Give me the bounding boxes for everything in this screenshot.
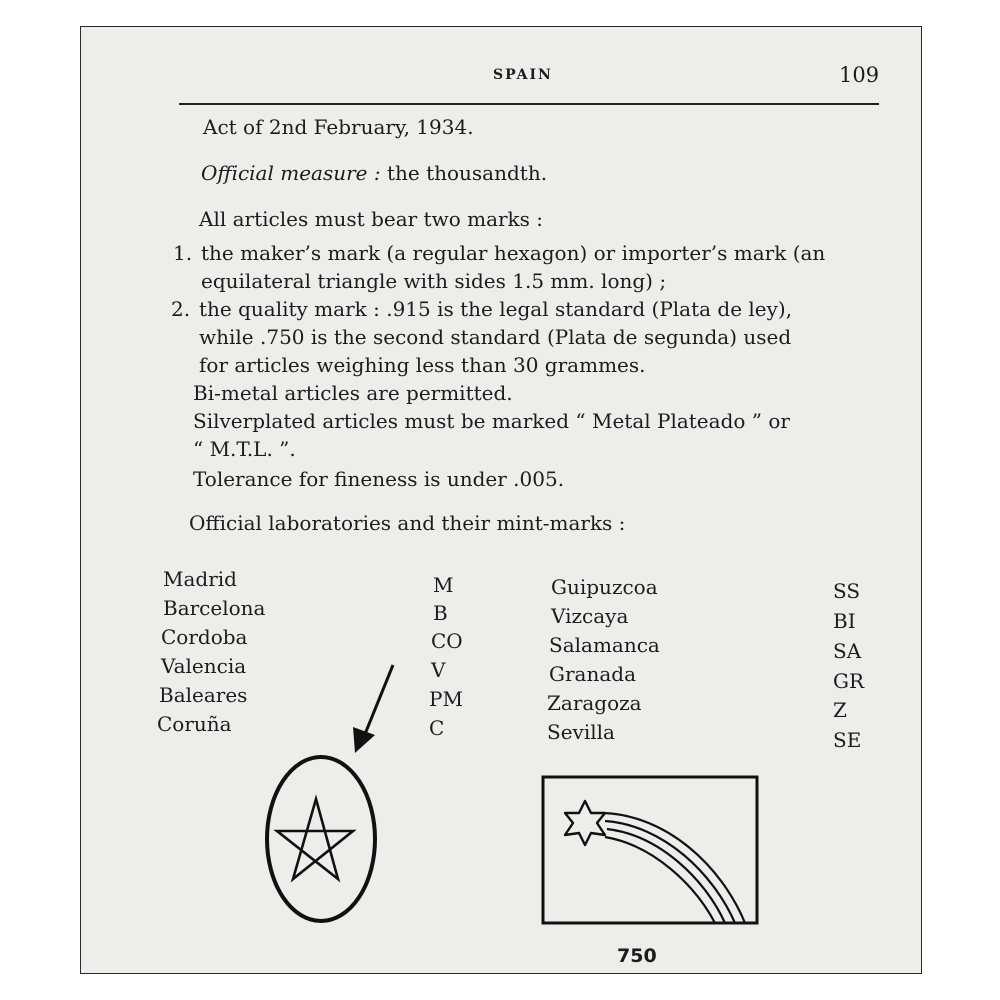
official-measure-value: the thousandth.: [386, 161, 548, 185]
page-number: 109: [839, 63, 880, 87]
lab-mark: CO: [431, 629, 463, 653]
lab-city: Baleares: [159, 683, 248, 707]
lab-mark: BI: [833, 609, 856, 633]
item-2-line-1: the quality mark : .915 is the legal standard (Plata de ley),: [199, 297, 793, 321]
labs-intro: Official laboratories and their mint-marks :: [189, 511, 626, 535]
star-in-oval-hallmark-icon: [267, 757, 375, 921]
item-1-number: 1.: [173, 241, 193, 265]
tolerance-line: Tolerance for fineness is under .005.: [193, 467, 565, 491]
item-2-line-2: while .750 is the second standard (Plata de segunda) used: [199, 325, 792, 349]
running-header-title: SPAIN: [493, 67, 553, 83]
lab-mark: C: [429, 716, 445, 740]
item-1-line-2: equilateral triangle with sides 1.5 mm. long) ;: [201, 269, 667, 293]
lab-city: Madrid: [163, 567, 237, 591]
lab-mark: Z: [833, 698, 847, 722]
arrow-pointer-icon: [353, 665, 393, 753]
shooting-star-hallmark-icon: [543, 777, 757, 923]
lab-mark: M: [433, 573, 454, 597]
official-measure-label: Official measure :: [201, 161, 381, 185]
lab-city: Zaragoza: [547, 691, 642, 715]
lab-mark: SS: [833, 579, 861, 603]
lab-city: Vizcaya: [551, 604, 629, 628]
lab-mark: V: [431, 658, 446, 682]
lab-city: Guipuzcoa: [551, 575, 658, 599]
item-1-line-1: the maker’s mark (a regular hexagon) or importer’s mark (an: [201, 241, 826, 265]
lab-city: Sevilla: [547, 720, 615, 744]
lab-mark: GR: [833, 669, 865, 693]
item-2-line-3: for articles weighing less than 30 grammes.: [199, 353, 646, 377]
lab-city: Coruña: [157, 712, 232, 736]
item-2-number: 2.: [171, 297, 191, 321]
act-line: Act of 2nd February, 1934.: [203, 115, 474, 139]
lab-mark: SE: [833, 728, 862, 752]
lab-mark: SA: [833, 639, 862, 663]
lab-city: Barcelona: [163, 596, 266, 620]
silverplate-line-1: Silverplated articles must be marked “ Metal Plateado ” or: [193, 409, 790, 433]
lab-city: Granada: [549, 662, 636, 686]
book-page: [80, 26, 922, 974]
marks-intro: All articles must bear two marks :: [199, 207, 544, 231]
figure-caption: 750: [617, 945, 657, 967]
lab-mark: B: [433, 601, 448, 625]
hallmark-figures: [81, 27, 921, 973]
lab-mark: PM: [429, 687, 463, 711]
lab-city: Valencia: [161, 654, 247, 678]
silverplate-line-2: “ M.T.L. ”.: [193, 437, 296, 461]
bimetal-line: Bi-metal articles are permitted.: [193, 381, 513, 405]
lab-city: Cordoba: [161, 625, 248, 649]
lab-city: Salamanca: [549, 633, 660, 657]
